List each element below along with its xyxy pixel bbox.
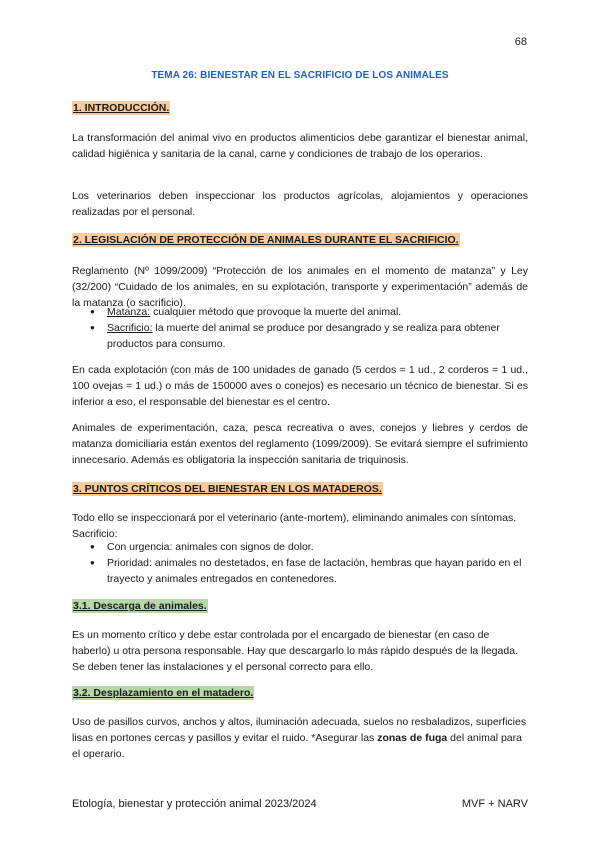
desplazamiento-text: Uso de pasillos curvos, anchos y altos, iluminación adecuada, suelos no resbaladizos, superficies lisas en portones cercas y pasillos y evitar el ruido. *Asegurar las	[72, 716, 527, 744]
term-matanza: Matanza:	[107, 306, 151, 318]
list-item	[72, 304, 528, 320]
descarga-paragraph: Es un momento crítico y debe estar controlada por el encargado de bienestar (en caso de haberlo) u otra persona responsable. Hay que descargarlo lo más rápido después de la llegada. Se deben tener las instalaciones y el personal correcto para ello.	[72, 629, 518, 673]
puntos-paragraph-1: Todo ello se inspeccionará por el veterinario (ante-mortem), eliminando animales con síntomas. Sacrificio:	[72, 512, 517, 540]
footer-course: Etología, bienestar y protección animal 2023/2024	[72, 798, 317, 810]
legislacion-paragraph-1: Reglamento (Nº 1099/2009) “Protección de los animales en el momento de matanza” y Ley (32/200) “Cuidado de los animales, en su explotación, transporte y experimentación” además de la matanza (o sacrificio).	[72, 265, 528, 309]
definition-text: cualquier método que provoque la muerte del animal.	[150, 306, 402, 318]
section-heading-desplazamiento: 3.2. Desplazamiento en el matadero.	[73, 687, 254, 699]
definitions-list	[72, 304, 528, 352]
footer-authors: MVF + NARV	[461, 798, 528, 810]
section-heading-introduccion: 1. INTRODUCCIÓN.	[73, 102, 170, 114]
page-footer	[72, 798, 528, 810]
section-heading-descarga: 3.1. Descarga de animales.	[73, 600, 207, 612]
definition-text: la muerte del animal se produce por desangrado y se realiza para obtener productos para consumo.	[107, 322, 500, 350]
intro-paragraph-1: La transformación del animal vivo en productos alimenticios debe garantizar el bienestar animal, calidad higiénica y sanitaria de la canal, carne y condiciones de trabajo de los operarios.	[72, 132, 528, 160]
desplazamiento-text-end: del animal para el operario.	[72, 732, 522, 760]
list-item	[72, 320, 528, 352]
page-number: 68	[514, 36, 527, 48]
term-sacrificio: Sacrificio:	[107, 322, 153, 334]
legislacion-paragraph-2: En cada explotación (con más de 100 unidades de ganado (5 cerdos = 1 ud., 2 corderos = 1 ud., 100 ovejas = 1 ud.) o más de 150000 aves o conejos) es necesario un técnico de bienestar. Si es inferior a eso, el responsable del bienestar es el centro.	[72, 364, 528, 408]
section-heading-legislacion: 2. LEGISLACIÓN DE PROTECCIÓN DE ANIMALES DURANTE EL SACRIFICIO.	[73, 234, 459, 246]
list-item: ● Con urgencia: animales con signos de dolor.	[72, 539, 528, 555]
zonas-de-fuga-bold: zonas de fuga	[377, 732, 448, 744]
document-title: TEMA 26: BIENESTAR EN EL SACRIFICIO DE LOS ANIMALES	[151, 70, 449, 81]
section-heading-puntos-criticos: 3. PUNTOS CRÍTICOS DEL BIENESTAR EN LOS MATADEROS.	[73, 483, 382, 495]
desplazamiento-paragraph	[72, 714, 528, 762]
list-item: ● Prioridad: animales no destetados, en fase de lactación, hembras que hayan parido en el trayecto y animales entregados en contenedores.	[72, 555, 528, 587]
sacrificio-list	[72, 539, 528, 587]
intro-paragraph-2: Los veterinarios deben inspeccionar los productos agrícolas, alojamientos y operaciones realizadas por el personal.	[72, 190, 528, 218]
legislacion-paragraph-3: Animales de experimentación, caza, pesca recreativa o aves, conejos y liebres y cerdos de matanza domiciliaria están exentos del reglamento (1099/2009). Se evitará siempre el sufrimiento innecesario. Además es obligatoria la inspección sanitaria de triquinosis.	[72, 422, 528, 466]
